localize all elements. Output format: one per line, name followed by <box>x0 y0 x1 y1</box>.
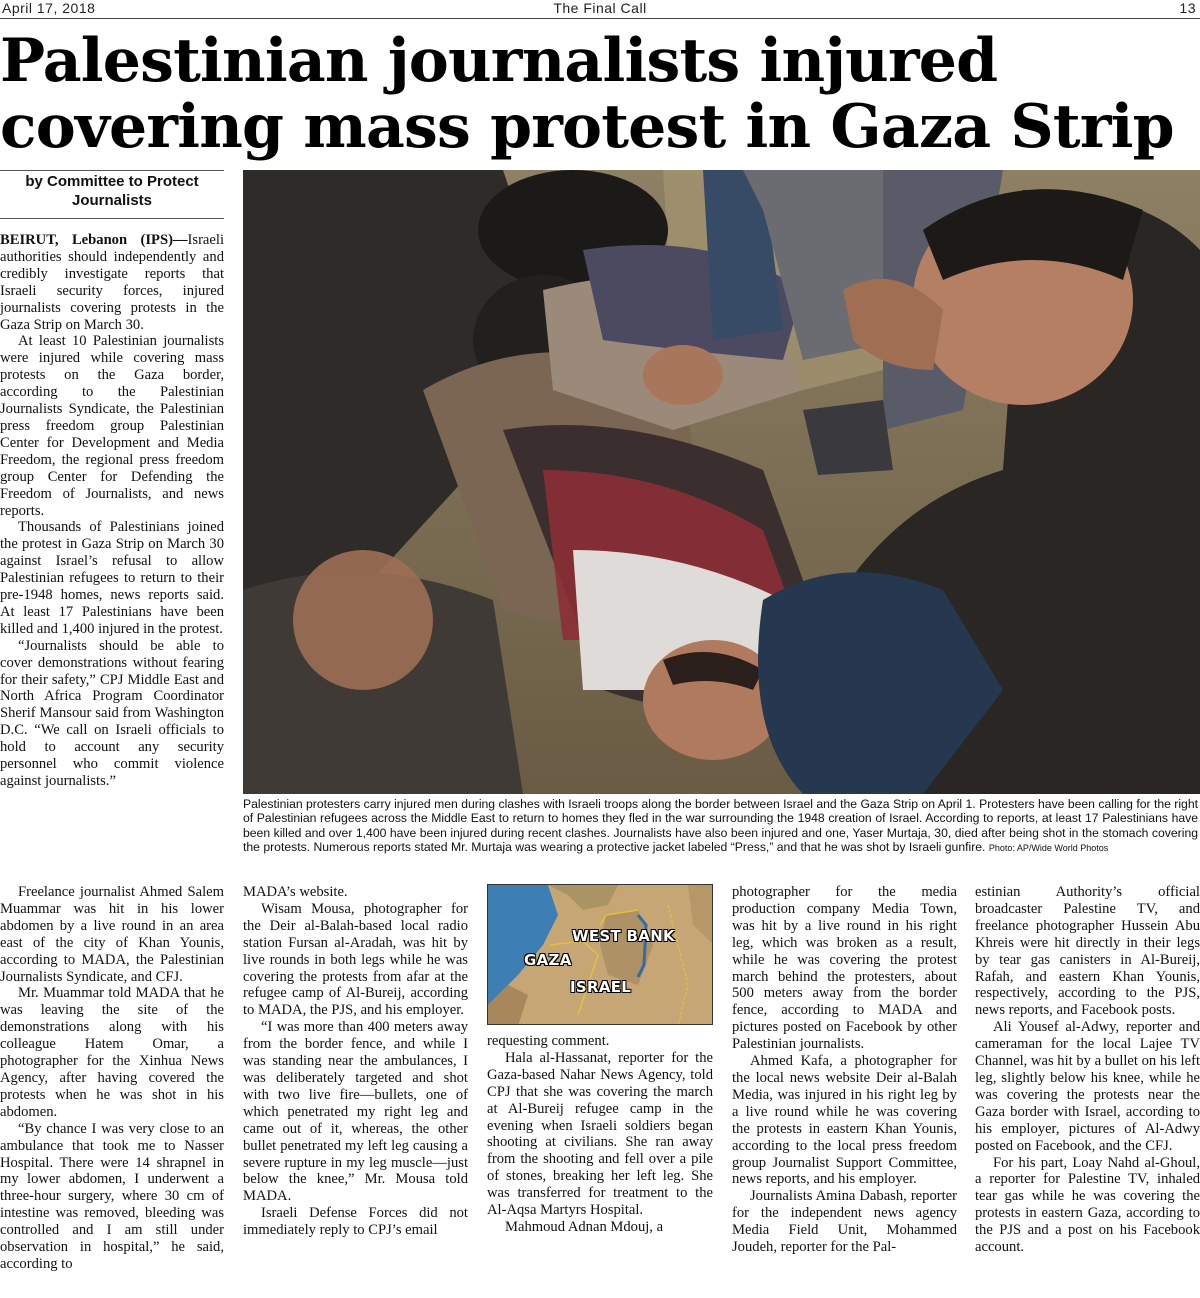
paragraph: photographer for the media production company Media Town, was hit by a live round in his right leg, which was broken as a result, while he was covering the protest march behind the protesters, about 500 meters away from the border fence, according to MADA and pictures posted on Facebook by other Palestinian journalists. <box>732 884 957 1053</box>
paragraph: Israeli Defense Forces did not immediately reply to CPJ’s email <box>243 1205 468 1239</box>
paragraph: Hala al-Hassanat, reporter for the Gaza-based Nahar News Agency, told CPJ that she was covering the march at Al-Bureij refugee camp in the evening when Israeli soldiers began shooting at civilians. She ran away from the shooting and fell over a pile of stones, breaking her left leg. She was transferred for treatment to the Al-Aqsa Martyrs Hospital. <box>487 1049 713 1219</box>
paragraph: Mahmoud Adnan Mdouj, a <box>505 1218 664 1235</box>
paragraph: Ali Yousef al-Adwy, reporter and cameraman for the local Lajee TV Channel, was hit by a bullet on his left leg, slightly below his knee, while he was covering the protests near the Gaza border with Israel, according to his employer, pictures of Al-Adwy posted on Facebook, and the CFJ. <box>975 1019 1200 1154</box>
paragraph: Freelance journalist Ahmed Salem Muammar was hit in his lower abdomen by a live round in an area east of the city of Khan Younis, according to MADA, the Palestinian Journalists Syndicate, and CFJ. <box>0 884 224 985</box>
paragraph: requesting comment. <box>487 1033 610 1049</box>
headline-line-1: Palestinian journalists injured <box>0 26 998 96</box>
article-column-2 <box>243 884 468 1239</box>
paragraph: At least 10 Palestinian journalists were injured while covering mass protests on the Gaza border, according to the Palestinian Journalists Syndicate, the Palestinian press freedom group Palestinian Center for Development and Media Freedom, the regional press freedom group Center for Defending the Freedom of Journalists, and news reports. <box>0 333 224 519</box>
photo-credit: Photo: AP/Wide World Photos <box>988 842 1109 853</box>
article-column-3 <box>487 1033 713 1236</box>
paragraph: Mr. Muammar told MADA that he was leaving the site of the demonstrations along with his colleague Hatem Omar, a photographer for the Xinhua News Agency, after having covered the protests when he was shot in his abdomen. <box>0 985 224 1120</box>
protest-photo-image <box>243 170 1200 794</box>
page-number: 13 <box>1179 0 1196 16</box>
paragraph: “I was more than 400 meters away from the border fence, and while I was standing near the ambulances, I was deliberately targeted and shot with two live fire—bullets, one of which penetrated my right leg and came out of it, whereas, the other bullet penetrated my left leg causing a severe rupture in my leg muscle—just below the knee,” Mr. Mousa told MADA. <box>243 1019 468 1205</box>
paragraph: “By chance I was very close to an ambulance that took me to Nasser Hospital. There were 14 shrapnel in my lower abdomen, I underwent a three-hour surgery, where 30 cm of intestine was removed, bleeding was controlled and I am still under observation in hospital,” he said, according to <box>0 1120 224 1272</box>
paragraph: For his part, Loay Nahd al-Ghoul, a reporter for Palestine TV, inhaled tear gas while he was covering the protests in eastern Gaza, according to the PJS and a post on his Facebook account. <box>975 1154 1200 1256</box>
paragraph: Journalists Amina Dabash, reporter for the independent news agency Media Field Unit, Mohammed Joudeh, reporter for the Pal- <box>732 1188 957 1256</box>
byline: by Committee to Protect Journalists <box>0 172 224 219</box>
headline <box>0 28 1200 160</box>
news-photo <box>243 170 1200 794</box>
paragraph: Ahmed Kafa, a photographer for the local news website Deir al-Balah Media, was injured in his right leg by a live round while he was covering the protests in eastern Khan Younis, according to the local press freedom group Journalist Support Committee, news reports, and his employer. <box>732 1053 957 1188</box>
paragraph: Thousands of Palestinians joined the protest in Gaza Strip on March 30 against Israel’s refusal to allow Palestinian refugees to return to their pre-1948 homes, news reports said. At least 17 Palestinians have been killed and 1,400 injured in the protest. <box>0 519 224 637</box>
newspaper-name: The Final Call <box>553 0 647 16</box>
article-column-1-lower <box>0 884 224 1273</box>
region-map <box>487 884 713 1025</box>
caption-text: Palestinian protesters carry injured men during clashes with Israeli troops along the border between Israel and the Gaza Strip on April 1. Protesters have been calling for the right of Palestinian refugees across the Middle East to return to homes they fled in the war surrounding the 1948 creation of Israel. According to reports, at least 17 Palestinians have been killed and over 1,400 have been injured during recent clashes. Journalists have also been injured and one, Yaser Murtaja, 30, died after being shot in the stomach covering the protests. Numerous reports stated Mr. Murtaja was wearing a protective jacket labeled “Press,” and that he was shot by Israeli gunfire. <box>243 797 1198 854</box>
article-column-1 <box>0 232 224 790</box>
paragraph: Israeli authorities should independently and credibly investigate reports that Israeli security forces, injured journalists covering protests in the Gaza Strip on March 30. <box>0 232 224 333</box>
map-label-israel: ISRAEL <box>570 978 632 996</box>
byline-rule <box>0 170 224 171</box>
issue-date: April 17, 2018 <box>2 0 96 16</box>
article-column-5 <box>975 884 1200 1256</box>
photo-caption <box>243 797 1198 855</box>
map-label-gaza: GAZA <box>524 951 572 969</box>
paragraph: estinian Authority’s official broadcaster Palestine TV, and freelance photographer Hussein Abu Khreis were hit directly in their legs by tear gas canisters in Al-Bureij, Rafah, and eastern Khan Younis, respectively, according to the PJS, news reports, and Facebook posts. <box>975 884 1200 1019</box>
header-rule <box>0 18 1200 19</box>
article-column-4 <box>732 884 957 1256</box>
dateline: BEIRUT, Lebanon (IPS)— <box>0 232 188 248</box>
paragraph: Wisam Mousa, photographer for the Deir al-Balah-based local radio station Fursan al-Aradah, was hit by live rounds in both legs while he was covering the protests from afar at the refugee camp of Al-Bureij, according to MADA, the PJS, and his employer. <box>243 900 468 1019</box>
map-image <box>488 885 713 1025</box>
paragraph: MADA’s website. <box>243 884 348 900</box>
map-label-west-bank: WEST BANK <box>572 927 675 945</box>
headline-line-2: covering mass protest in Gaza Strip <box>0 92 1174 162</box>
paragraph: “Journalists should be able to cover demonstrations without fearing for their safety,” CPJ Middle East and North Africa Program Coordinator Sherif Mansour said from Washington D.C. “We call on Israeli officials to hold to account any security personnel who commit violence against journalists.” <box>0 637 224 789</box>
